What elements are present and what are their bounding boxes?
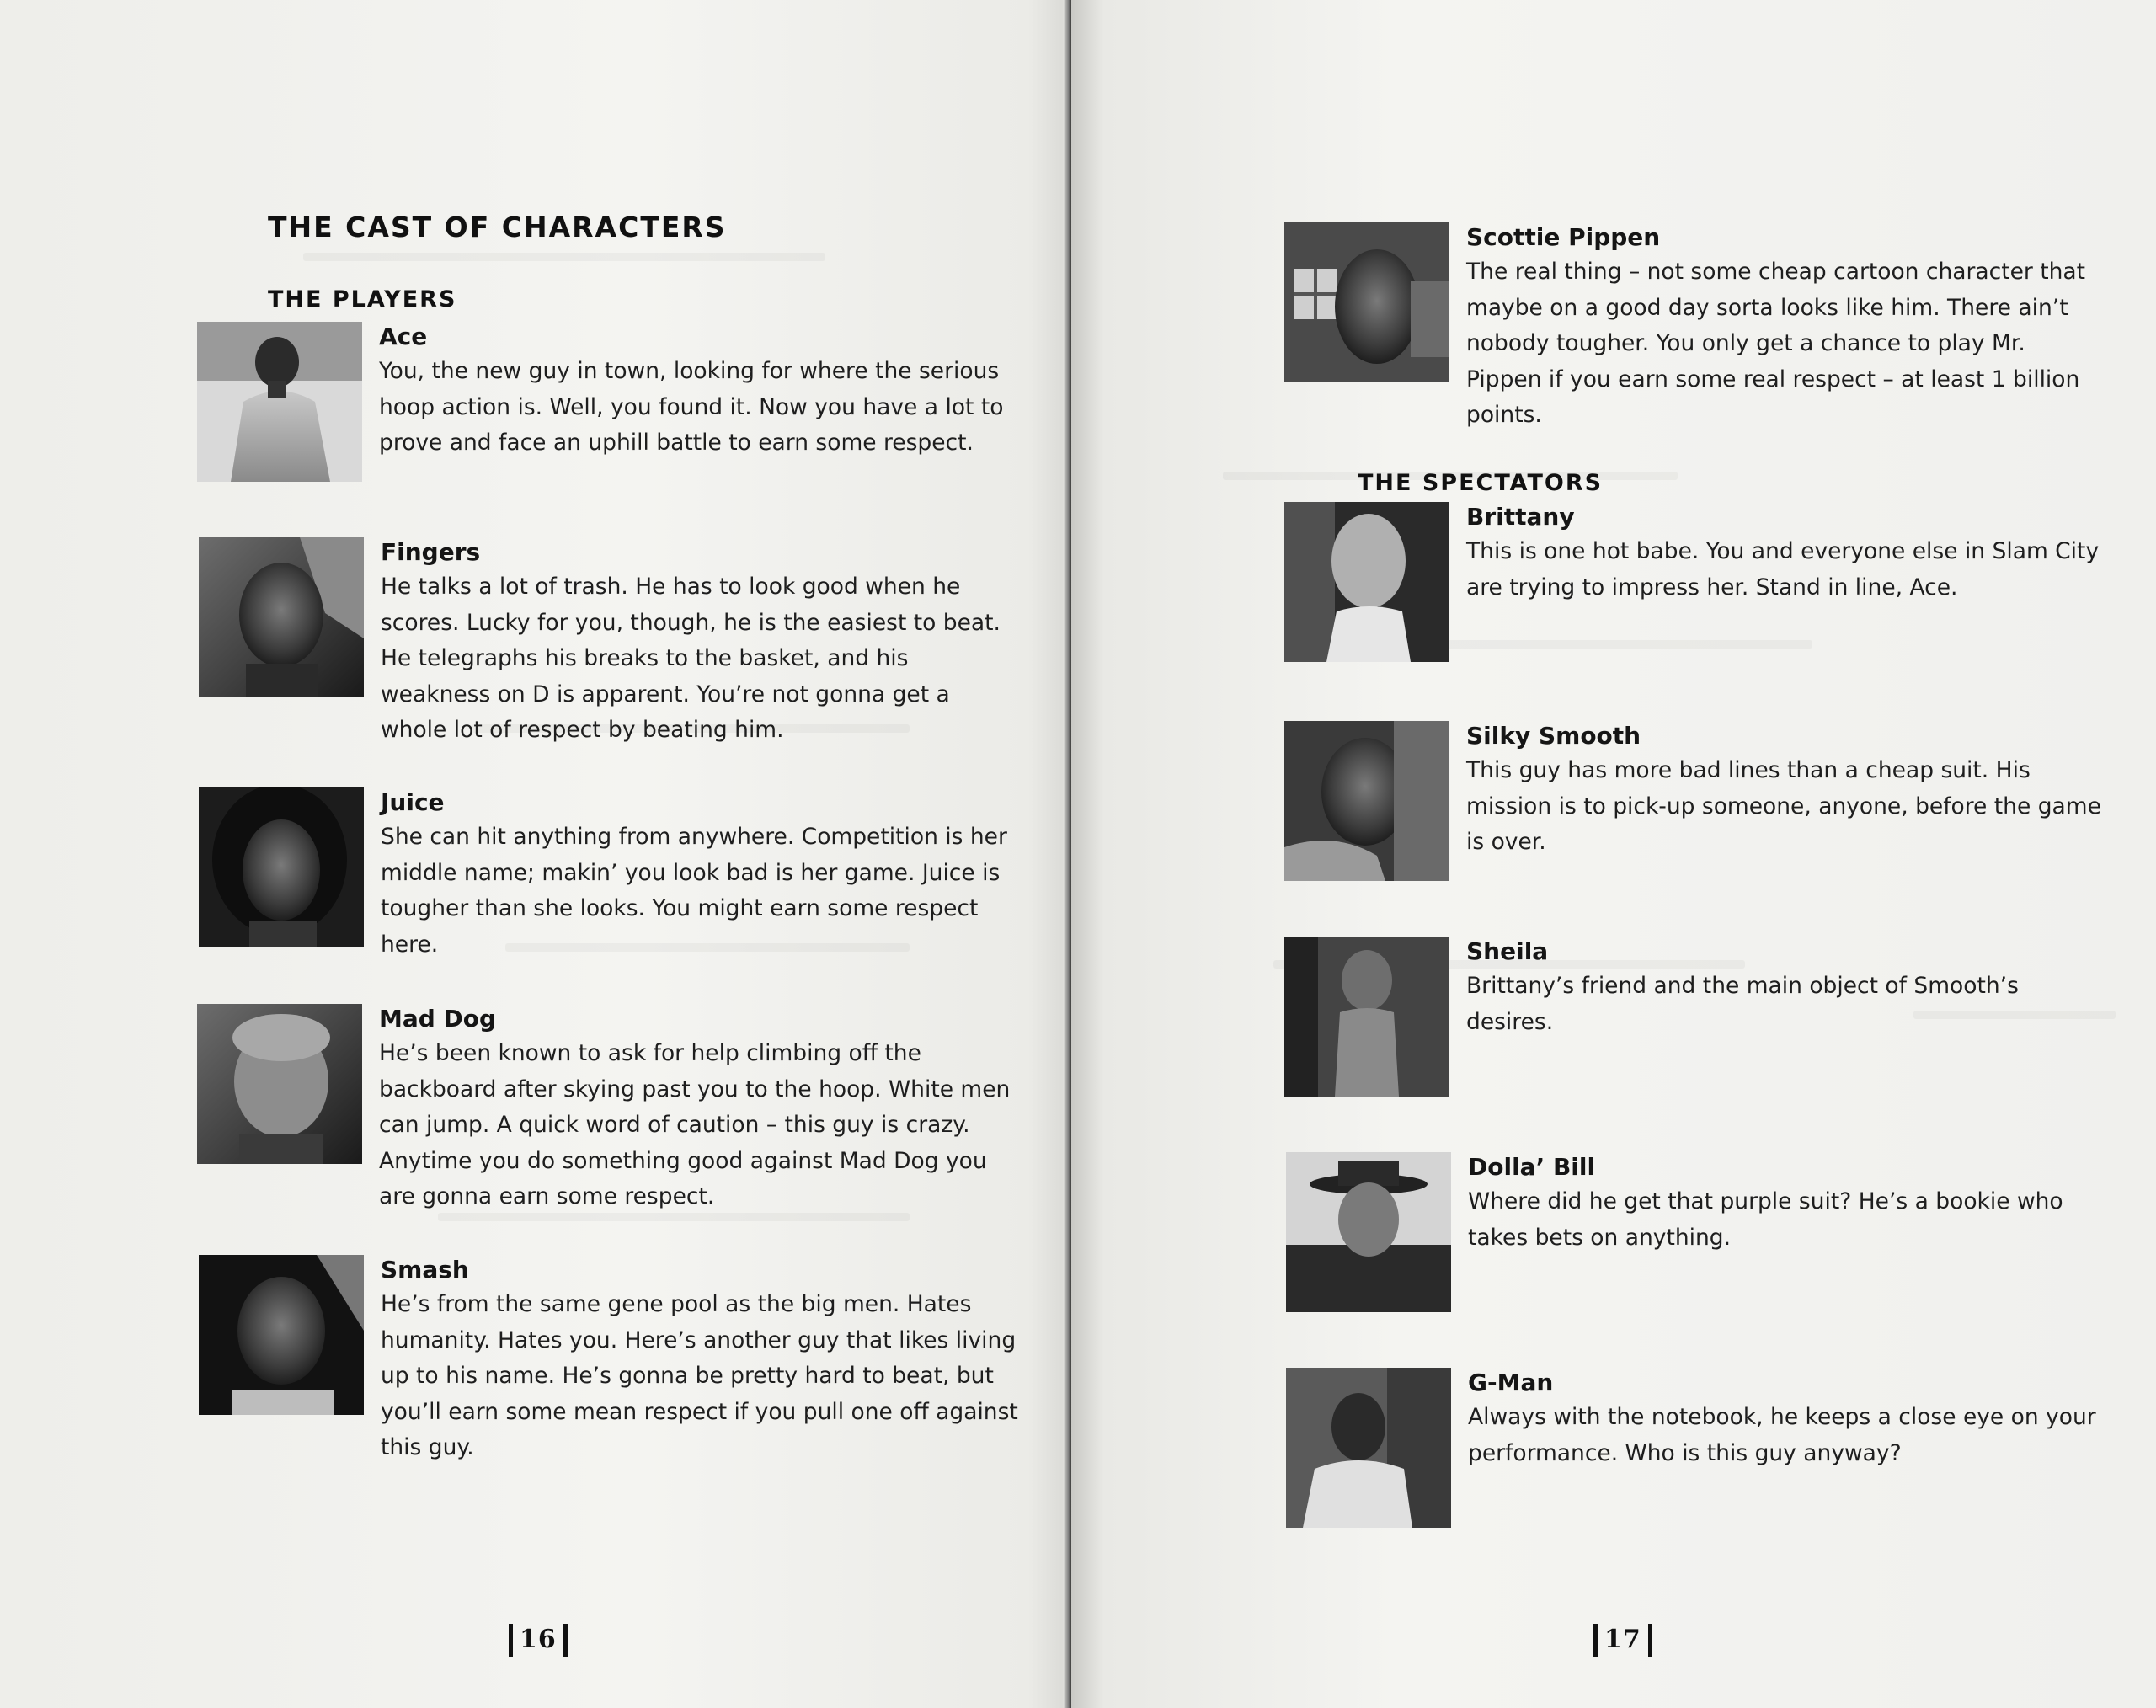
page-number-text: 17 xyxy=(1604,1625,1641,1654)
character-name: Ace xyxy=(379,323,428,350)
character-name: Smash xyxy=(381,1256,469,1284)
character-name: Scottie Pippen xyxy=(1466,223,1661,251)
left-page xyxy=(0,0,1071,1708)
character-description: He’s been known to ask for help climbing off the backboard after skying past you to the hoop. White men can jump. A quick word of caution – this guy is crazy. Anytime you do something good against Mad Dog you are gonna earn some respect. xyxy=(379,1040,1011,1209)
brittany-photo xyxy=(1284,502,1449,662)
character-name: Dolla’ Bill xyxy=(1468,1153,1596,1181)
dolla-bill-photo xyxy=(1286,1152,1451,1312)
cast-title: THE CAST OF CHARACTERS xyxy=(268,211,727,243)
players-section-heading: THE PLAYERS xyxy=(268,286,457,312)
character-description: Always with the notebook, he keeps a close eye on your performance. Who is this guy anyway? xyxy=(1468,1404,2096,1466)
character-description: Where did he get that purple suit? He’s a bookie who takes bets on anything. xyxy=(1468,1188,2063,1251)
g-man-photo xyxy=(1286,1368,1451,1528)
sheila-photo xyxy=(1284,937,1449,1097)
character-description: She can hit anything from anywhere. Competition is her middle name; makin’ you look bad is her game. Juice is tougher than she looks. You might earn some respect here. xyxy=(381,824,1007,958)
mad-dog-photo xyxy=(197,1004,362,1164)
silky-smooth-photo xyxy=(1284,721,1449,881)
character-name: Brittany xyxy=(1466,503,1575,531)
character-description: He talks a lot of trash. He has to look good when he scores. Lucky for you, though, he is the easiest to beat. He telegraphs his breaks to the basket, and his weakness on D is apparent. You’re not gonna get a whole lot of respect by beating him. xyxy=(381,574,1001,743)
smash-photo xyxy=(199,1255,364,1415)
ace-photo xyxy=(197,322,362,482)
character-name: G-Man xyxy=(1468,1369,1554,1396)
character-name: Silky Smooth xyxy=(1466,722,1641,750)
character-name: Sheila xyxy=(1466,937,1549,965)
character-description: This is one hot babe. You and everyone else in Slam City are trying to impress her. Stand in line, Ace. xyxy=(1466,538,2100,600)
character-description: Brittany’s friend and the main object of Smooth’s desires. xyxy=(1466,973,2019,1035)
character-description: You, the new guy in town, looking for where the serious hoop action is. Well, you found it. Now you have a lot to prove and face an uphill battle to earn some respect. xyxy=(379,358,1004,456)
character-name: Juice xyxy=(381,788,445,816)
page-number-left xyxy=(502,1624,574,1657)
spectators-section-heading: THE SPECTATORS xyxy=(1358,470,1604,496)
right-page xyxy=(1071,0,2156,1708)
page-number-right xyxy=(1587,1624,1659,1657)
character-description: This guy has more bad lines than a cheap suit. His mission is to pick-up someone, anyone, before the game is over. xyxy=(1466,757,2101,855)
fingers-photo xyxy=(199,537,364,697)
scottie-pippen-photo xyxy=(1284,222,1449,382)
juice-photo xyxy=(199,787,364,947)
character-name: Mad Dog xyxy=(379,1005,497,1033)
page-number-text: 16 xyxy=(520,1625,557,1654)
character-description: He’s from the same gene pool as the big men. Hates humanity. Hates you. Here’s another guy that likes living up to his name. He’s gonna be pretty hard to beat, but you’ll earn some mean respect if you pull one off against this guy. xyxy=(381,1291,1018,1460)
character-name: Fingers xyxy=(381,538,481,566)
character-description: The real thing – not some cheap cartoon character that maybe on a good day sorta looks like him. There ain’t nobody tougher. You only get a chance to play Mr. Pippen if you earn some real respect – at least 1 billion points. xyxy=(1466,259,2086,428)
